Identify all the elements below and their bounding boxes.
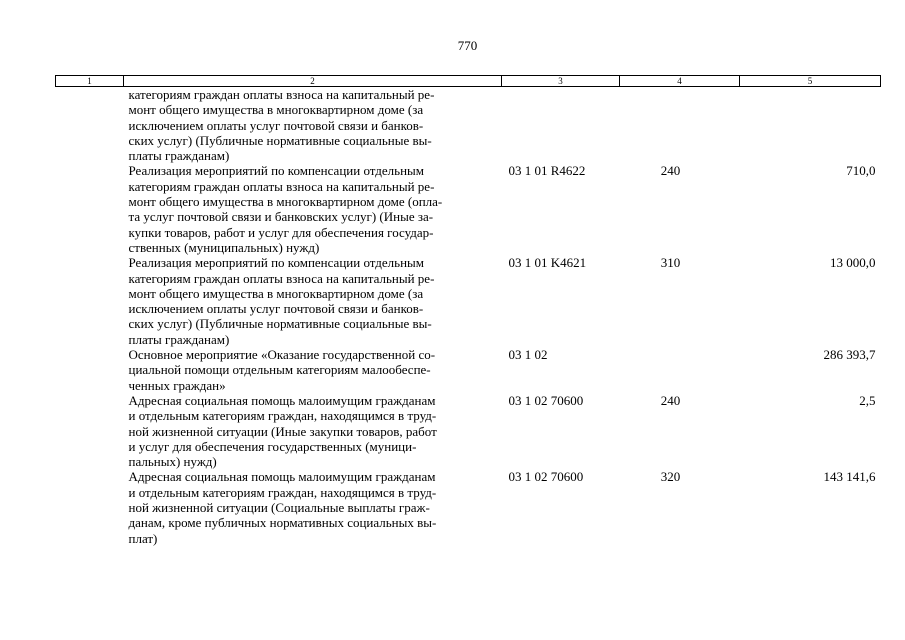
description-line: ной жизненной ситуации (Социальные выплаты граж- — [128, 500, 430, 516]
table-row — [56, 469, 881, 545]
description-line: плат) — [128, 530, 158, 546]
description-line: исключением оплаты услуг почтовой связи и банков- — [128, 117, 424, 133]
row-index-cell — [56, 255, 124, 347]
row-description — [124, 255, 502, 347]
budget-table — [55, 75, 881, 546]
description-line: данам, кроме публичных нормативных социальных вы- — [128, 515, 437, 531]
table-row — [56, 393, 881, 469]
row-index-cell — [56, 469, 124, 545]
description-line: ственных (муниципальных) нужд) — [128, 239, 320, 255]
row-index-cell — [56, 347, 124, 393]
row-expense-type: 240 — [660, 163, 681, 179]
row-description — [124, 393, 502, 469]
column-header-4: 4 — [620, 76, 740, 87]
description-line: Основное мероприятие «Оказание государственной со- — [128, 347, 436, 363]
table-body — [56, 87, 881, 546]
row-description — [124, 469, 502, 545]
description-line: Адресная социальная помощь малоимущим гражданам — [128, 392, 436, 408]
description-line: платы гражданам) — [128, 331, 230, 347]
description-line: монт общего имущества в многоквартирном доме (за — [128, 285, 424, 301]
row-index-cell — [56, 393, 124, 469]
description-line: Адресная социальная помощь малоимущим гражданам — [128, 469, 436, 485]
row-code: 03 1 02 70600 — [508, 392, 584, 408]
row-amount: 710,0 — [846, 163, 876, 179]
description-line: и услуг для обеспечения государственных (муници- — [128, 438, 417, 454]
row-amount: 143 141,6 — [823, 469, 876, 485]
row-amount: 13 000,0 — [830, 255, 876, 271]
description-line: монт общего имущества в многоквартирном доме (опла- — [128, 194, 443, 210]
description-line: исключением оплаты услуг почтовой связи и банков- — [128, 301, 424, 317]
description-line: ченных граждан» — [128, 377, 226, 393]
row-code: 03 1 02 — [508, 347, 548, 363]
table-row — [56, 163, 881, 255]
description-line: купки товаров, работ и услуг для обеспечения государ- — [128, 224, 434, 240]
description-line: и отдельным категориям граждан, находящимся в труд- — [128, 408, 437, 424]
row-code — [502, 87, 620, 164]
description-line: та услуг почтовой связи и банковских услуг) (Иные за- — [128, 209, 434, 225]
page-number: 770 — [457, 38, 478, 53]
row-code: 03 1 01 R4622 — [508, 163, 586, 179]
table-row — [56, 347, 881, 393]
row-description — [124, 163, 502, 255]
description-line: категориям граждан оплаты взноса на капитальный ре- — [128, 270, 435, 286]
description-line: категориям граждан оплаты взноса на капитальный ре- — [128, 87, 435, 102]
description-line: монт общего имущества в многоквартирном доме (за — [128, 102, 424, 118]
description-line: Реализация мероприятий по компенсации отдельным — [128, 255, 425, 271]
description-line: категориям граждан оплаты взноса на капитальный ре- — [128, 178, 435, 194]
description-line: ной жизненной ситуации (Иные закупки товаров, работ — [128, 423, 437, 439]
description-line: циальной помощи отдельным категориям малообеспе- — [128, 362, 431, 378]
header-row — [56, 76, 881, 87]
description-line: Реализация мероприятий по компенсации отдельным — [128, 163, 425, 179]
column-header-2: 2 — [124, 76, 502, 87]
table-row — [56, 255, 881, 347]
row-expense-type: 240 — [660, 392, 681, 408]
table-row — [56, 87, 881, 164]
row-amount: 286 393,7 — [823, 347, 876, 363]
description-line: ских услуг) (Публичные нормативные социальные вы- — [128, 132, 432, 148]
description-line: и отдельным категориям граждан, находящимся в труд- — [128, 484, 437, 500]
row-amount — [740, 87, 881, 164]
row-description — [124, 87, 502, 164]
description-line: ских услуг) (Публичные нормативные социальные вы- — [128, 316, 432, 332]
row-description — [124, 347, 502, 393]
row-expense-type — [620, 87, 740, 164]
column-header-5: 5 — [740, 76, 881, 87]
row-code: 03 1 01 K4621 — [508, 255, 587, 271]
row-expense-type: 320 — [660, 469, 681, 485]
description-line: пальных) нужд) — [128, 454, 217, 470]
column-header-1: 1 — [56, 76, 124, 87]
row-code: 03 1 02 70600 — [508, 469, 584, 485]
row-index-cell — [56, 87, 124, 164]
description-line: платы гражданам) — [128, 148, 230, 164]
column-header-3: 3 — [502, 76, 620, 87]
row-expense-type: 310 — [660, 255, 681, 271]
row-expense-type — [620, 347, 740, 393]
row-amount: 2,5 — [859, 392, 876, 408]
row-index-cell — [56, 163, 124, 255]
